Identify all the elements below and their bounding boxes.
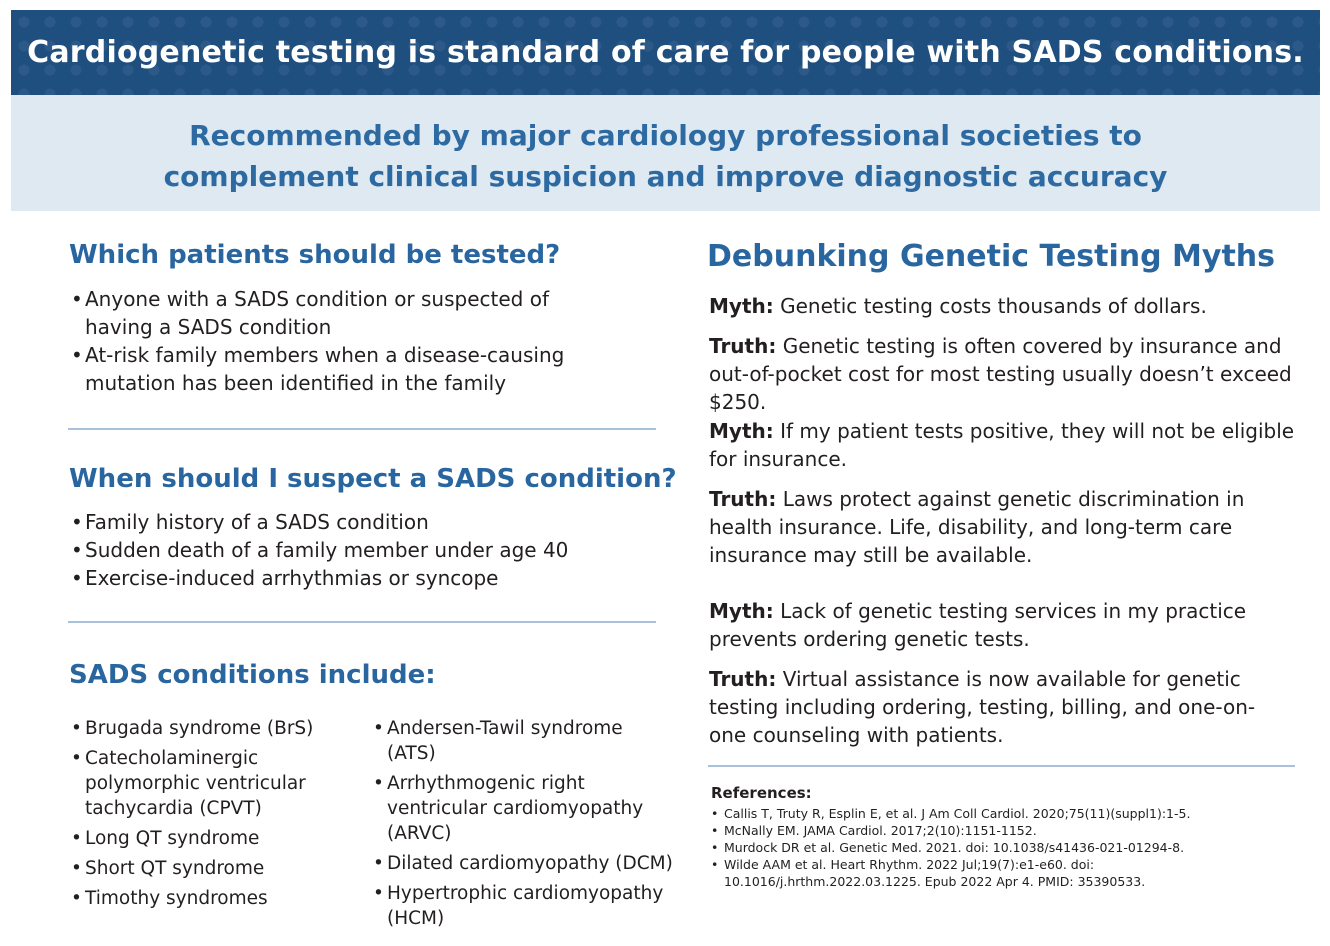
list-item: • At-risk family members when a disease-causing mutation has been identified in the family bbox=[71, 341, 571, 397]
myth-text: Genetic testing costs thousands of dollars. bbox=[780, 294, 1207, 318]
truth-label: Truth: bbox=[709, 487, 777, 511]
subtitle-banner bbox=[11, 95, 1320, 211]
myth-1 bbox=[709, 292, 1309, 320]
reference-item: • Murdock DR et al. Genetic Med. 2021. doi: 10.1038/s41436-021-01294-8. bbox=[711, 839, 1271, 856]
conditions-list-col1 bbox=[71, 716, 363, 916]
reference-item: • Callis T, Truty R, Esplin E, et al. J Am Coll Cardiol. 2020;75(11)(suppl1):1-5. bbox=[711, 805, 1271, 822]
divider bbox=[708, 765, 1295, 767]
subtitle-line-1: Recommended by major cardiology professional societies to bbox=[189, 119, 1142, 152]
list-item: • Andersen-Tawil syndrome (ATS) bbox=[373, 716, 673, 766]
references-heading: References: bbox=[711, 784, 812, 802]
divider bbox=[68, 621, 656, 623]
truth-label: Truth: bbox=[709, 667, 777, 691]
page-title: Cardiogenetic testing is standard of care for people with SADS conditions. bbox=[27, 35, 1304, 70]
conditions-list-col2 bbox=[373, 716, 673, 936]
conditions-heading: SADS conditions include: bbox=[69, 660, 436, 690]
list-item: • Long QT syndrome bbox=[71, 826, 363, 851]
list-item: • Exercise-induced arrhythmias or syncope bbox=[71, 564, 631, 592]
references-list bbox=[711, 805, 1271, 890]
reference-item: • McNally EM. JAMA Cardiol. 2017;2(10):1151-1152. bbox=[711, 822, 1271, 839]
truth-text: Virtual assistance is now available for genetic testing including ordering, testing, billing, and one-on-one counseling with patients. bbox=[709, 667, 1256, 747]
myth-text: Lack of genetic testing services in my practice prevents ordering genetic tests. bbox=[709, 599, 1247, 651]
myth-label: Myth: bbox=[709, 294, 774, 318]
list-item: • Short QT syndrome bbox=[71, 856, 363, 881]
truth-1 bbox=[709, 332, 1299, 416]
list-item: • Catecholaminergic polymorphic ventricular tachycardia (CPVT) bbox=[71, 746, 363, 821]
list-item: • Timothy syndromes bbox=[71, 886, 363, 911]
myth-2 bbox=[709, 417, 1309, 473]
title-banner bbox=[11, 10, 1320, 95]
list-item: • Dilated cardiomyopathy (DCM) bbox=[373, 851, 673, 876]
reference-item: • Wilde AAM et al. Heart Rhythm. 2022 Jul;19(7):e1-e60. doi: 10.1016/j.hrthm.2022.03.1225. Epub 2022 Apr 4. PMID: 35390533. bbox=[711, 856, 1271, 890]
truth-2 bbox=[709, 485, 1294, 569]
list-item: • Anyone with a SADS condition or suspected of having a SADS condition bbox=[71, 285, 571, 341]
when-heading: When should I suspect a SADS condition? bbox=[69, 464, 677, 494]
truth-text: Genetic testing is often covered by insurance and out-of-pocket cost for most testing usually doesn’t exceed $250. bbox=[709, 334, 1292, 414]
myth-text: If my patient tests positive, they will not be eligible for insurance. bbox=[709, 419, 1295, 471]
list-item: • Brugada syndrome (BrS) bbox=[71, 716, 363, 741]
myth-label: Myth: bbox=[709, 599, 774, 623]
truth-label: Truth: bbox=[709, 334, 777, 358]
myth-3 bbox=[709, 597, 1269, 653]
truth-3 bbox=[709, 665, 1279, 749]
list-item: • Sudden death of a family member under age 40 bbox=[71, 536, 631, 564]
who-list bbox=[71, 285, 571, 397]
myths-heading: Debunking Genetic Testing Myths bbox=[707, 239, 1276, 274]
list-item: • Arrhythmogenic right ventricular cardiomyopathy (ARVC) bbox=[373, 771, 673, 846]
when-list bbox=[71, 508, 631, 592]
divider bbox=[68, 428, 656, 430]
myth-label: Myth: bbox=[709, 419, 774, 443]
list-item: • Hypertrophic cardiomyopathy (HCM) bbox=[373, 881, 673, 931]
subtitle-line-2: complement clinical suspicion and improve diagnostic accuracy bbox=[163, 160, 1168, 193]
truth-text: Laws protect against genetic discrimination in health insurance. Life, disability, and long-term care insurance may still be available. bbox=[709, 487, 1245, 567]
who-heading: Which patients should be tested? bbox=[69, 240, 561, 270]
list-item: • Family history of a SADS condition bbox=[71, 508, 631, 536]
